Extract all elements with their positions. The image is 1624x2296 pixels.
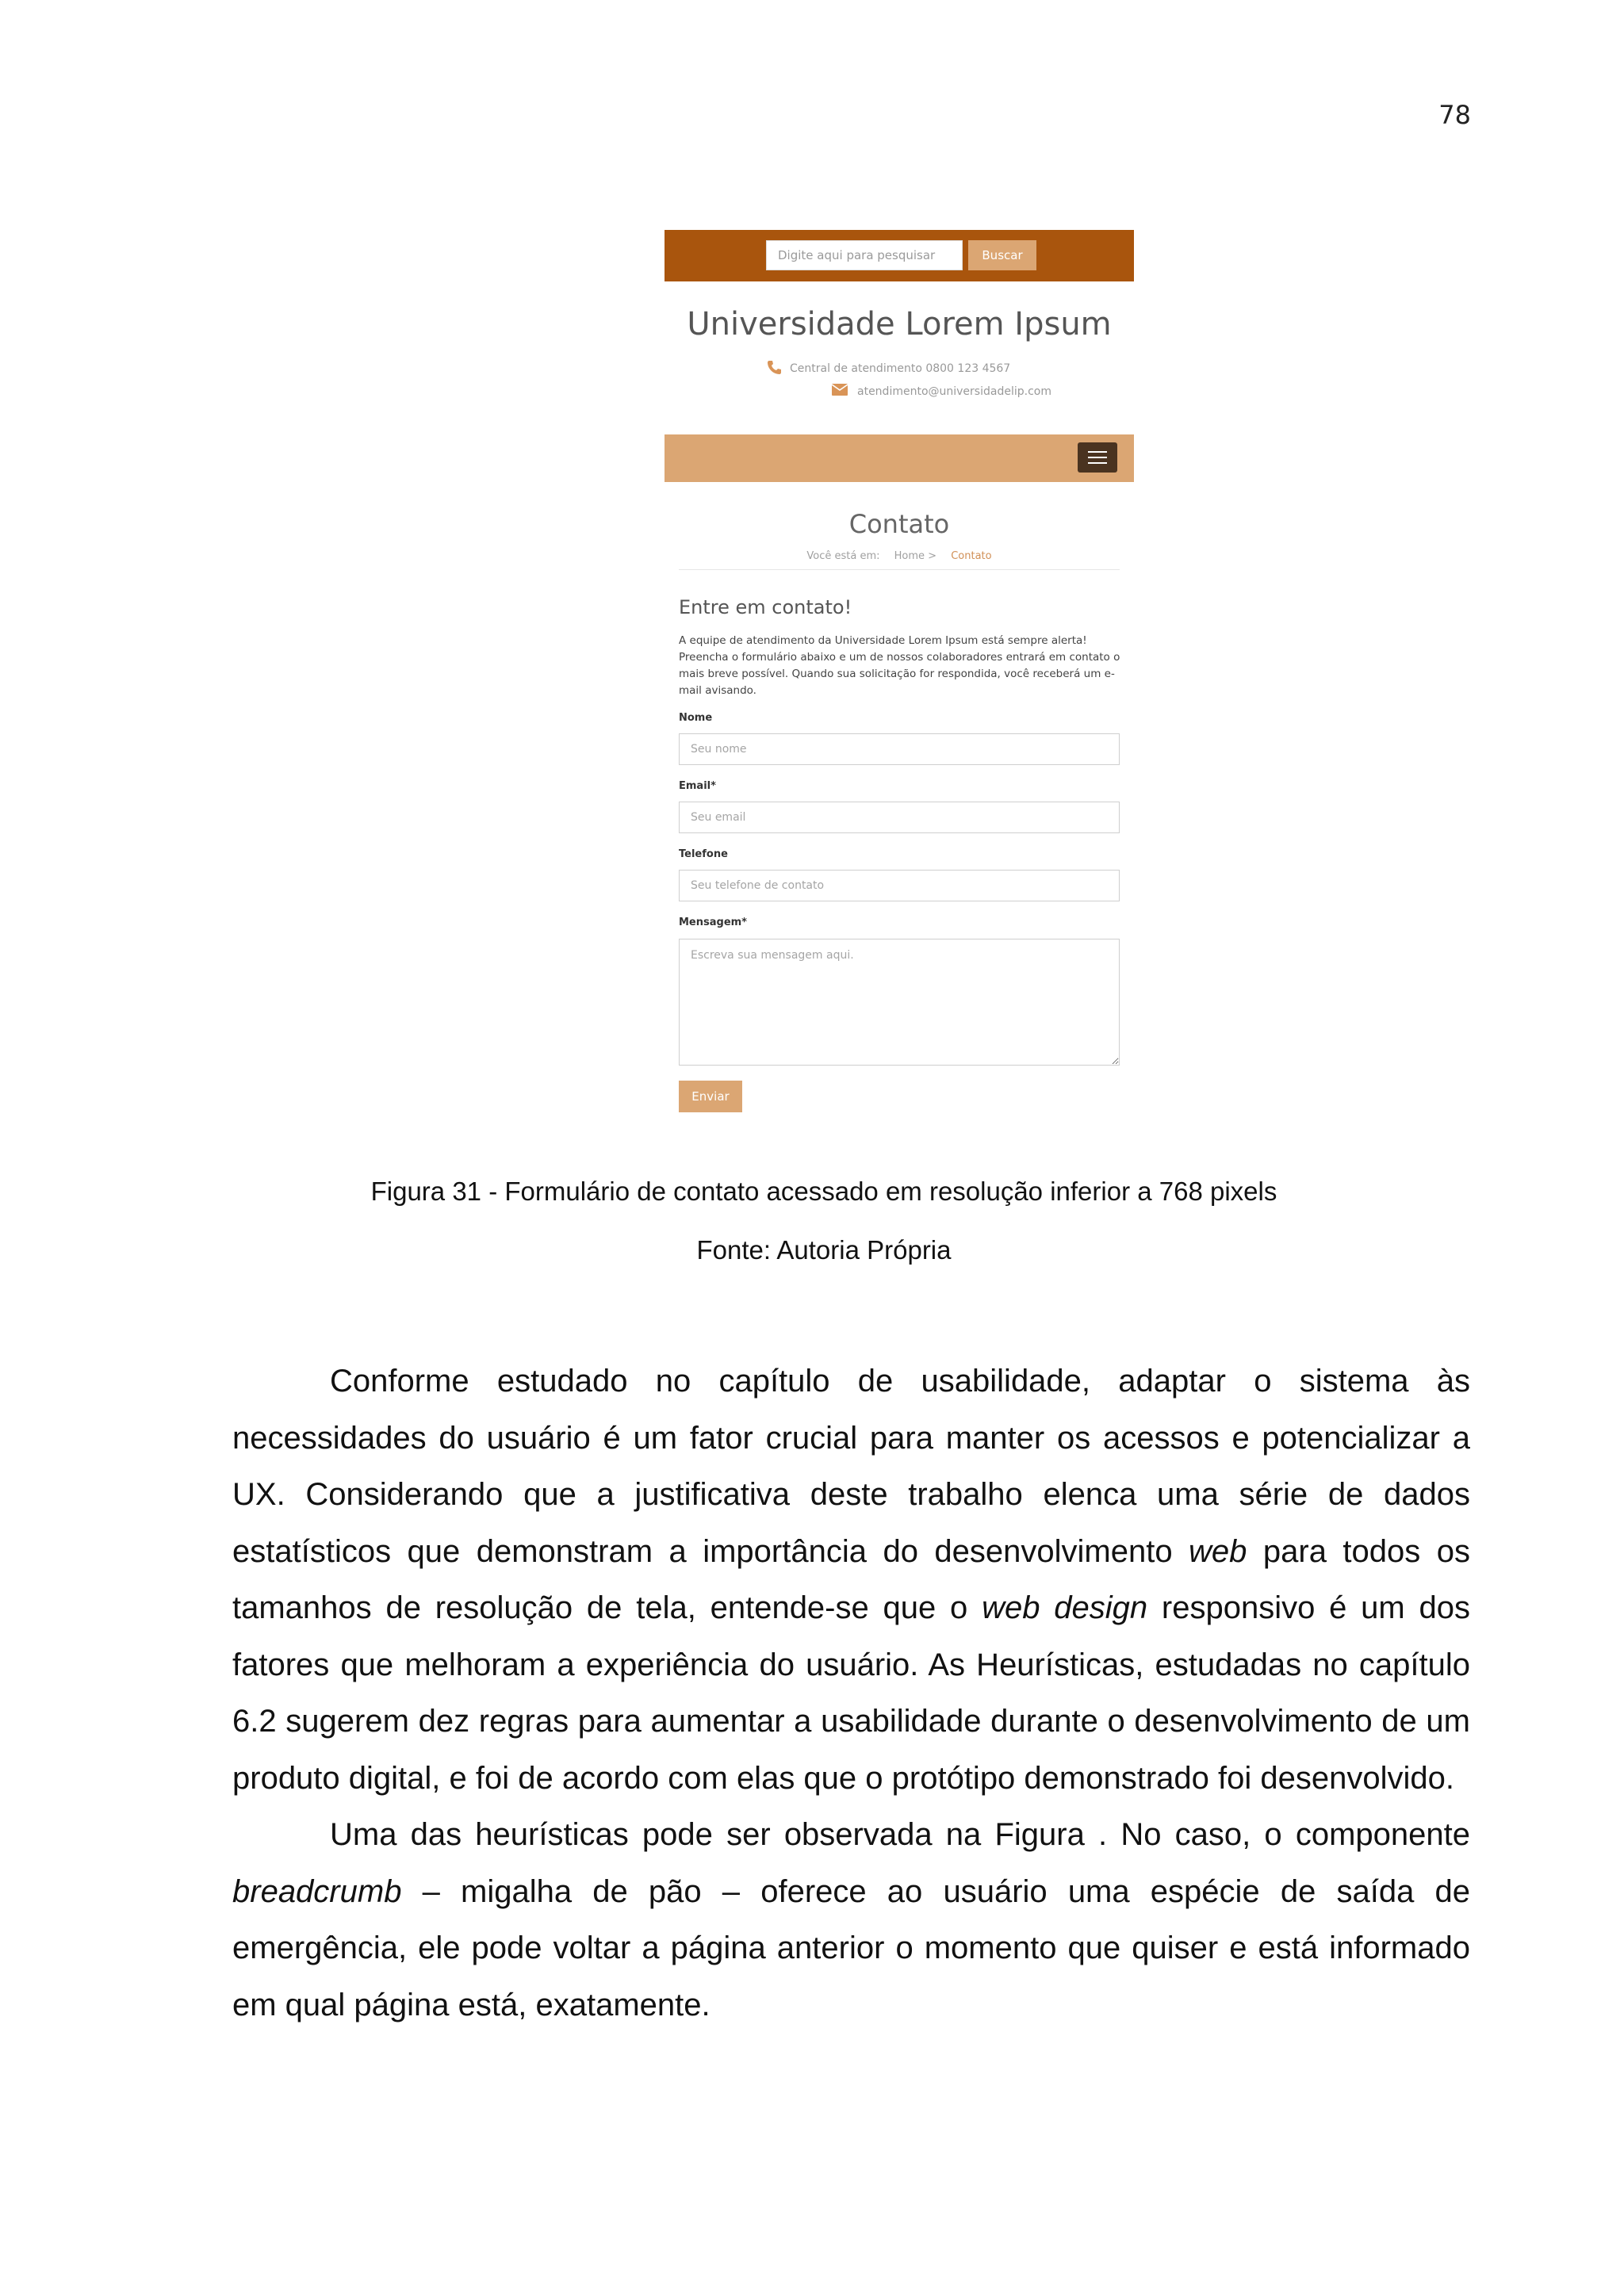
hamburger-menu-button[interactable]: [1078, 442, 1117, 473]
figure-source: Fonte: Autoria Própria: [696, 1235, 952, 1265]
search-button[interactable]: Buscar: [968, 240, 1036, 270]
breadcrumb-home-link[interactable]: Home: [894, 550, 925, 562]
email-contact: [857, 385, 1051, 398]
intro-text: A equipe de atendimento da Universidade Lorem Ipsum está sempre alerta! Preencha o formulário abaixo e um de nossos colaboradores entrará em contato o mais breve possível. Quando sua solicitação for respondida, você receberá um e-mail avisando.: [679, 634, 1120, 697]
figure-caption: Figura 31 - Formulário de contato acessado em resolução inferior a 768 pixels: [370, 1177, 1277, 1206]
email-text: atendimento@universidadelip.com: [857, 385, 1051, 398]
name-input[interactable]: [679, 733, 1120, 765]
figure-contact-form-screenshot: [665, 230, 1134, 1123]
message-label: Mensagem*: [679, 916, 747, 928]
submit-button[interactable]: Enviar: [679, 1081, 742, 1112]
paragraph-1: Conforme estudado no capítulo de usabilidade, adaptar o sistema às necessidades do usuário é um fator crucial para manter os acessos e potencializar a UX. Considerando que a justificativa deste trabalho elenca uma série de dados estatísticos que demonstram a importância do desenvolvimento web para todos os tamanhos de resolução de tela, entende-se que o web design responsivo é um dos fatores que melhoram a experiência do usuário. As Heurísticas, estudadas no capítulo 6.2 sugerem dez regras para aumentar a usabilidade durante o desenvolvimento de um produto digital, e foi de acordo com elas que o protótipo demonstrado foi desenvolvido.: [232, 1364, 1470, 1796]
phone-input[interactable]: [679, 870, 1120, 901]
paragraph-2: Uma das heurísticas pode ser observada na Figura . No caso, o componente breadcrumb – migalha de pão – oferece ao usuário uma espécie de saída de emergência, ele pode voltar a página anterior o momento que quiser e está informado em qual página está, exatamente.: [232, 1817, 1470, 2022]
page-heading: Contato: [848, 509, 950, 539]
divider: [679, 569, 1120, 570]
message-textarea[interactable]: [679, 939, 1120, 1066]
name-label: Nome: [679, 712, 713, 724]
top-search-bar: [665, 230, 1134, 281]
search-input[interactable]: [766, 240, 963, 270]
section-title: Entre em contato!: [679, 596, 852, 618]
hamburger-menu-icon: [1088, 451, 1107, 453]
breadcrumb: [665, 550, 1134, 562]
nav-bar: [665, 434, 1134, 482]
envelope-icon: [832, 384, 848, 399]
phone-contact: [790, 362, 1010, 375]
email-input[interactable]: [679, 802, 1120, 833]
phone-text: Central de atendimento 0800 123 4567: [790, 362, 1011, 375]
body-text: [232, 1353, 1470, 2034]
phone-icon: [766, 359, 782, 378]
breadcrumb-prefix: Você está em:: [806, 550, 880, 562]
breadcrumb-separator: >: [928, 550, 937, 562]
page-number: 78: [1438, 100, 1471, 130]
phone-label: Telefone: [679, 848, 728, 860]
breadcrumb-current: Contato: [951, 550, 992, 562]
email-label: Email*: [679, 780, 716, 792]
site-title: Universidade Lorem Ipsum: [687, 306, 1112, 342]
